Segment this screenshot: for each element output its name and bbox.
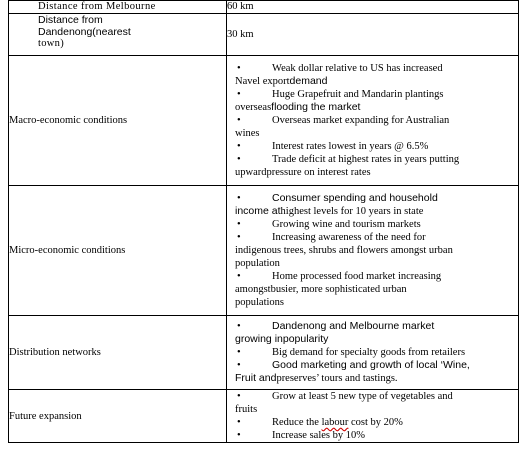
bullet-icon: • (237, 63, 241, 74)
item-text: Consumer spending and household (272, 192, 438, 204)
list-item-cont (235, 372, 510, 385)
list-item-cont (235, 101, 510, 114)
list-item (235, 218, 510, 231)
item-text: Dandenong and Melbourne market (272, 320, 435, 332)
bullet-icon: • (237, 219, 241, 230)
future-list (227, 390, 518, 442)
bullet-icon: • (237, 271, 241, 282)
bullet-icon: • (237, 347, 241, 358)
item-text: Trade deficit at highest rates in years putting (272, 154, 460, 165)
list-item (235, 192, 510, 205)
list-item-cont (235, 296, 510, 309)
item-text: Good marketing and growth of local ‘Wine, (272, 359, 470, 371)
label-macro: Macro-economic conditions (9, 56, 227, 186)
item-text: indigenous trees, shrubs and flowers amongst urban (235, 245, 453, 256)
item-text: Growing wine and tourism markets (272, 219, 421, 230)
bullet-icon: • (237, 391, 241, 402)
list-item (235, 320, 510, 333)
item-text: Navel export (235, 76, 290, 87)
item-text: Increase sales by 10% (272, 430, 366, 441)
row-distribution (9, 316, 519, 390)
bullet-icon: • (237, 141, 241, 152)
bullet-icon: • (237, 89, 241, 100)
list-item (235, 153, 510, 166)
item-text: upward (235, 167, 267, 178)
label-distance-dandenong (9, 14, 227, 56)
item-text: Grow at least 5 new type of vegetables and (272, 391, 453, 402)
item-text: population (235, 258, 280, 269)
label-micro: Micro-economic conditions (9, 186, 227, 316)
row-future (9, 390, 519, 443)
cell-future (227, 390, 519, 443)
item-text: Increasing awareness of the need for (272, 232, 426, 243)
spelling-flagged-word: labour (321, 417, 349, 428)
list-item (235, 231, 510, 244)
bullet-icon: • (237, 321, 241, 332)
list-item-cont (235, 283, 510, 296)
micro-list (227, 192, 518, 309)
bullet-icon: • (237, 232, 241, 243)
item-text: demand (289, 75, 328, 87)
list-item (235, 88, 510, 101)
row-distance-dandenong (9, 14, 519, 56)
list-item (235, 390, 510, 403)
list-item-cont (235, 257, 510, 270)
item-text: Big demand for specialty goods from retailers (272, 347, 466, 358)
item-text: Home processed food market increasing (272, 271, 442, 282)
distribution-list (227, 320, 518, 385)
document-table (8, 0, 519, 443)
bullet-icon: • (237, 115, 241, 126)
list-item-cont (235, 333, 510, 346)
item-text: Weak dollar relative to US has increased (272, 63, 443, 74)
list-item-cont (235, 127, 510, 140)
row-micro (9, 186, 519, 316)
item-text: Reduce the (272, 417, 322, 428)
label-future: Future expansion (9, 390, 227, 443)
list-item (235, 416, 510, 429)
item-text: fruits (235, 404, 258, 415)
bullet-icon: • (237, 417, 241, 428)
item-text: wines (235, 128, 260, 139)
item-text: overseas (235, 102, 272, 113)
value-distance-melbourne: 60 km (227, 1, 519, 14)
bullet-icon: • (237, 154, 241, 165)
cell-macro (227, 56, 519, 186)
row-macro (9, 56, 519, 186)
list-item-cont (235, 75, 510, 88)
item-text: highest levels for 10 years in state (280, 206, 424, 217)
item-text: flooding the market (271, 101, 361, 113)
bullet-icon: • (237, 360, 241, 371)
list-item (235, 270, 510, 283)
item-text: growing in (235, 333, 283, 345)
label-distance-melbourne: Distance from Melbourne (9, 1, 227, 14)
item-text: Fruit and (235, 372, 277, 384)
label-line-1: Distance from (38, 14, 103, 26)
item-text: popularity (282, 333, 329, 345)
item-text: busier, more sophisticated urban (270, 284, 407, 295)
item-text: pressure on interest rates (266, 167, 371, 178)
bullet-icon: • (237, 193, 241, 204)
list-item (235, 429, 510, 442)
item-text: income at (235, 205, 281, 217)
label-distribution: Distribution networks (9, 316, 227, 390)
row-distance-melbourne (9, 1, 519, 14)
value-distance-dandenong: 30 km (227, 14, 519, 56)
cell-micro (227, 186, 519, 316)
item-text: Interest rates lowest in years @ 6.5% (272, 141, 429, 152)
label-line-3: town) (38, 38, 64, 49)
item-text: Overseas market expanding for Australian (272, 115, 450, 126)
list-item (235, 359, 510, 372)
item-text: cost by 20% (348, 417, 403, 428)
bullet-icon: • (237, 430, 241, 441)
list-item (235, 140, 510, 153)
label-line-2: Dandenong(nearest (38, 26, 131, 38)
list-item-cont (235, 166, 510, 179)
item-text: amongst (235, 284, 271, 295)
list-item (235, 114, 510, 127)
macro-list (227, 62, 518, 179)
item-text: preserves’ tours and tastings. (276, 373, 398, 384)
cell-distribution (227, 316, 519, 390)
item-text: populations (235, 297, 284, 308)
list-item-cont (235, 244, 510, 257)
list-item-cont (235, 403, 510, 416)
list-item-cont (235, 205, 510, 218)
list-item (235, 62, 510, 75)
item-text: Huge Grapefruit and Mandarin plantings (272, 89, 444, 100)
list-item (235, 346, 510, 359)
